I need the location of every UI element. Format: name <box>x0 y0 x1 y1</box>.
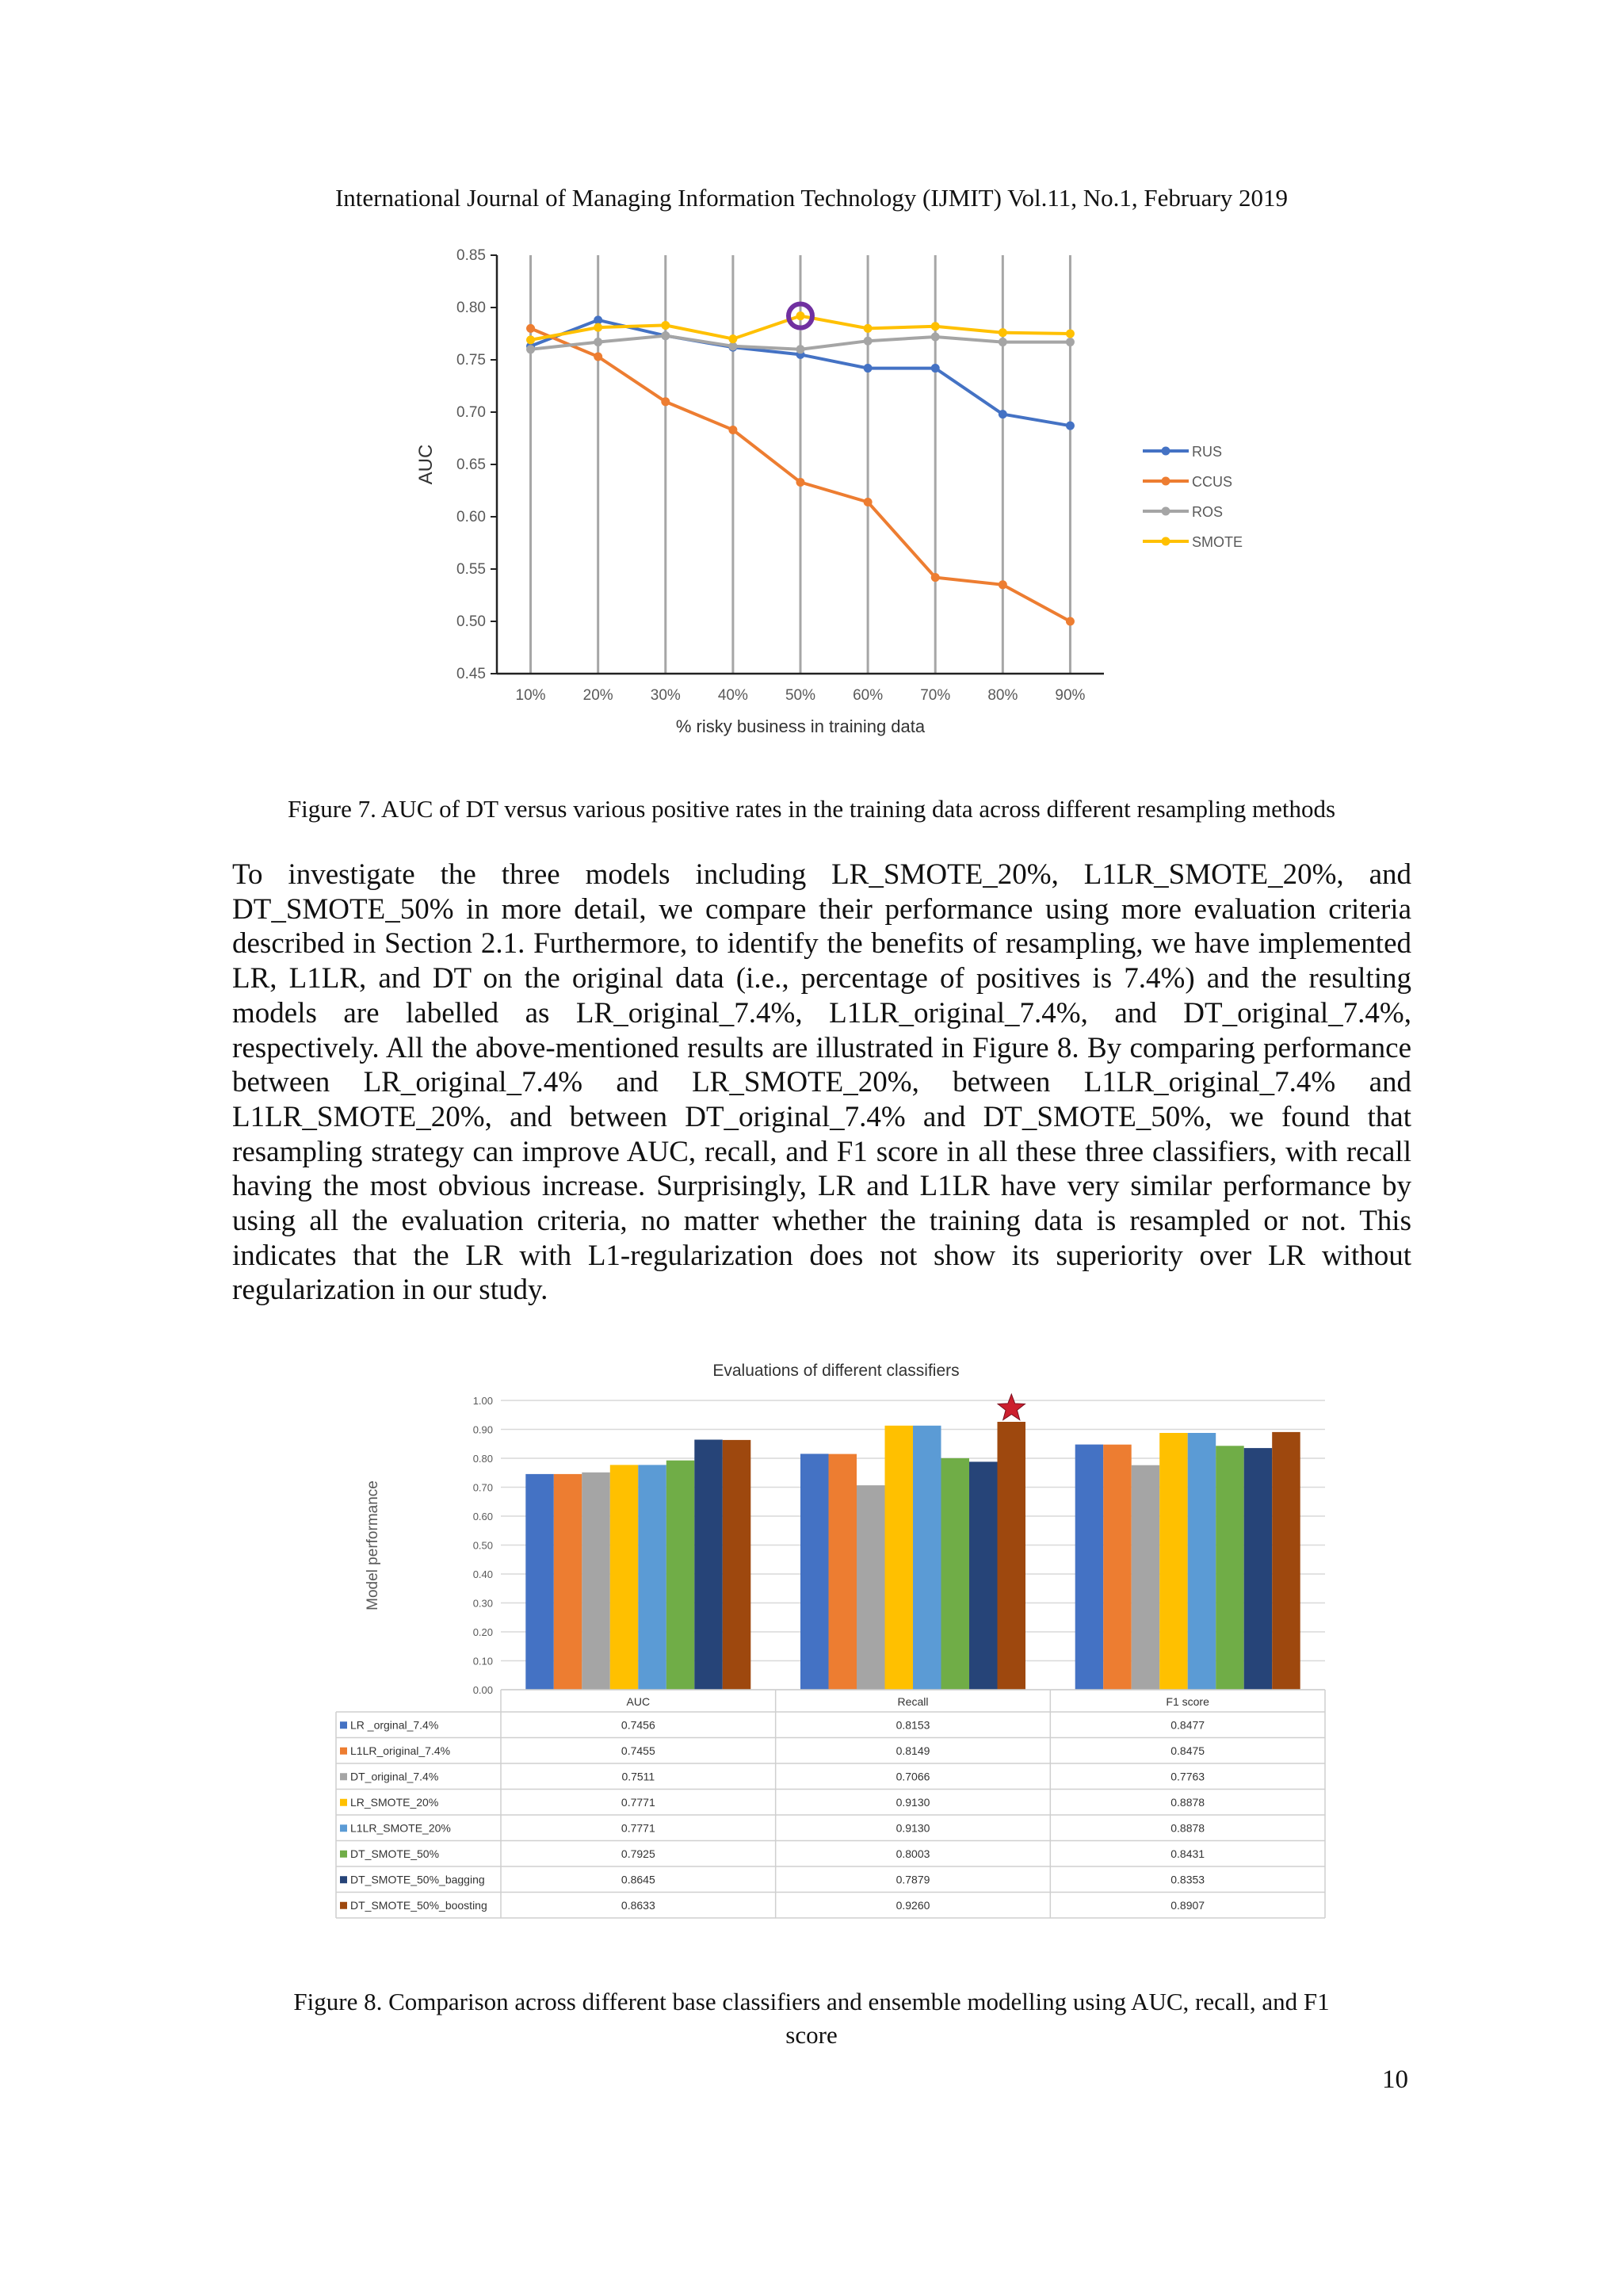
legend-marker-ccus <box>1162 477 1170 486</box>
table-value-cell: 0.7925 <box>621 1847 655 1860</box>
y-tick-label: 0.80 <box>456 300 486 316</box>
data-point-smote <box>661 321 670 330</box>
y-tick-label: 0.50 <box>456 613 486 630</box>
data-point-smote <box>526 335 535 344</box>
data-point-ccus <box>864 498 873 506</box>
table-value-cell: 0.8633 <box>621 1898 655 1912</box>
x-tick-label: 20% <box>582 687 613 704</box>
legend-label-rus: RUS <box>1192 444 1223 460</box>
bar <box>1159 1433 1188 1690</box>
table-value-cell: 0.7771 <box>621 1795 655 1809</box>
legend-key <box>340 1721 347 1729</box>
bar <box>723 1440 751 1690</box>
table-value-cell: 0.7771 <box>621 1821 655 1835</box>
legend-label: DT_SMOTE_50%_bagging <box>350 1873 485 1886</box>
bar <box>885 1426 914 1690</box>
y-tick-label: 0.40 <box>472 1568 493 1580</box>
bar <box>800 1454 829 1690</box>
table-value-cell: 0.7455 <box>621 1744 655 1757</box>
y-tick-label: 0.20 <box>472 1626 493 1638</box>
table-value-cell: 0.9260 <box>896 1898 930 1912</box>
table-value-cell: 0.7879 <box>896 1873 930 1886</box>
legend-label: DT_SMOTE_50%_boosting <box>350 1898 487 1912</box>
table-value-cell: 0.7511 <box>621 1770 655 1783</box>
table-value-cell: 0.8907 <box>1170 1898 1205 1912</box>
x-tick-label: 40% <box>717 687 748 704</box>
legend-key <box>340 1902 347 1909</box>
bar <box>1272 1432 1300 1690</box>
table-value-cell: 0.7763 <box>1170 1770 1205 1783</box>
legend-key <box>340 1748 347 1755</box>
data-point-rus <box>864 364 873 372</box>
bar <box>610 1465 639 1690</box>
y-axis-title: Model performance <box>365 1480 381 1610</box>
legend-label: L1LR_original_7.4% <box>350 1744 451 1757</box>
legend-key <box>340 1773 347 1780</box>
journal-header: International Journal of Managing Information Technology (IJMIT) Vol.11, No.1, February 2019 <box>334 184 1288 212</box>
y-tick-label: 0.85 <box>456 247 486 264</box>
legend-key <box>340 1851 347 1858</box>
legend-label: DT_SMOTE_50% <box>350 1847 440 1860</box>
table-value-cell: 0.8878 <box>1170 1821 1205 1835</box>
chart-title: Evaluations of different classifiers <box>712 1362 960 1380</box>
legend-label-ccus: CCUS <box>1192 474 1233 490</box>
bar <box>998 1422 1026 1690</box>
y-tick-label: 0.55 <box>456 561 486 578</box>
data-point-ccus <box>594 353 602 361</box>
table-value-cell: 0.8645 <box>621 1873 655 1886</box>
data-point-ccus <box>1066 617 1075 626</box>
bar <box>638 1465 666 1690</box>
legend-marker-ros <box>1162 507 1170 516</box>
table-header-cell: F1 score <box>1166 1695 1209 1708</box>
legend-label: L1LR_SMOTE_20% <box>350 1821 451 1835</box>
data-point-ros <box>931 332 940 341</box>
data-point-smote <box>728 334 737 343</box>
table-value-cell: 0.8353 <box>1170 1873 1205 1886</box>
y-axis-title: AUC <box>415 444 437 485</box>
y-tick-label: 0.30 <box>472 1597 493 1610</box>
table-value-cell: 0.8153 <box>896 1718 930 1732</box>
data-point-ros <box>526 345 535 353</box>
bar <box>666 1461 695 1690</box>
y-tick-label: 0.60 <box>472 1511 493 1522</box>
legend-label: LR _orginal_7.4% <box>350 1718 439 1732</box>
y-tick-label: 0.65 <box>456 457 486 473</box>
x-tick-label: 10% <box>515 687 546 704</box>
y-tick-label: 0.00 <box>472 1684 493 1696</box>
legend-marker-rus <box>1162 447 1170 456</box>
legend-key <box>340 1799 347 1806</box>
data-point-ccus <box>661 397 670 406</box>
bar <box>857 1485 885 1690</box>
data-point-smote <box>931 322 940 330</box>
legend-label: LR_SMOTE_20% <box>350 1795 439 1809</box>
body-paragraph: To investigate the three models including LR_SMOTE_20%, L1LR_SMOTE_20%, and DT_SMOTE_50% in more detail, we compare their performance using more evaluation criteria described in Section 2.1. Furthermore, to identify the benefits of resampling, we have implemented LR, L1LR, and DT on the original data (i.e., percentage of positives is 7.4%) and the resulting models are labelled as LR_original_7.4%, L1LR_original_7.4%, and DT_original_7.4%, respectively. All the above-mentioned results are illustrated in Figure 8. By comparing performance between LR_original_7.4% and LR_SMOTE_20%, between L1LR_original_7.4% and L1LR_SMOTE_20%, and between DT_original_7.4% and DT_SMOTE_50%, we found that resampling strategy can improve AUC, recall, and F1 score in all these three classifiers, with recall having the most obvious increase. Surprisingly, LR and L1LR have very similar performance by using all the evaluation criteria, no matter whether the training data is resampled or not. This indicates that the LR with L1-regularization does not show its superiority over LR without regularization in our study. <box>232 858 1411 1307</box>
bar <box>969 1461 998 1690</box>
bar <box>1075 1445 1104 1690</box>
bar <box>941 1458 970 1690</box>
data-point-ccus <box>728 426 737 434</box>
figure-8-caption-line1: Figure 8. Comparison across different base classifiers and ensemble modelling using AUC, recall, and F1 <box>293 1988 1330 2015</box>
x-tick-label: 50% <box>785 687 816 704</box>
y-tick-label: 0.10 <box>472 1655 493 1668</box>
data-point-ros <box>661 331 670 340</box>
table-value-cell: 0.8475 <box>1170 1744 1205 1757</box>
legend-key <box>340 1824 347 1832</box>
table-header-cell: Recall <box>897 1695 929 1708</box>
y-tick-label: 0.75 <box>456 352 486 369</box>
data-point-ros <box>594 338 602 346</box>
legend-label: DT_original_7.4% <box>350 1770 439 1783</box>
legend-label-ros: ROS <box>1192 504 1224 520</box>
legend-key <box>340 1876 347 1883</box>
bar <box>554 1474 582 1690</box>
table-value-cell: 0.8003 <box>896 1847 930 1860</box>
bar <box>913 1426 941 1690</box>
table-value-cell: 0.8431 <box>1170 1847 1205 1860</box>
bar <box>1216 1446 1244 1690</box>
data-point-rus <box>1066 422 1075 430</box>
x-axis-title: % risky business in training data <box>675 716 926 736</box>
figure-8-caption-line2: score <box>785 2021 838 2049</box>
bar <box>1132 1465 1160 1690</box>
bar <box>829 1454 857 1690</box>
figure-8-bar-chart <box>317 1347 1347 1934</box>
x-tick-label: 70% <box>920 687 951 704</box>
data-point-smote <box>999 328 1007 337</box>
table-value-cell: 0.9130 <box>896 1821 930 1835</box>
table-value-cell: 0.7066 <box>896 1770 930 1783</box>
table-value-cell: 0.9130 <box>896 1795 930 1809</box>
x-tick-label: 60% <box>853 687 884 704</box>
data-point-smote <box>1066 330 1075 338</box>
table-value-cell: 0.7456 <box>621 1718 655 1732</box>
figure-7-line-chart <box>396 238 1252 753</box>
y-tick-label: 0.70 <box>472 1481 493 1494</box>
data-point-ros <box>999 338 1007 346</box>
figure-7-caption: Figure 7. AUC of DT versus various positive rates in the training data across different resampling methods <box>287 795 1336 823</box>
data-point-ros <box>796 345 805 353</box>
y-tick-label: 0.60 <box>456 509 486 525</box>
y-tick-label: 1.00 <box>472 1395 493 1407</box>
data-point-ros <box>1066 338 1075 346</box>
data-point-ccus <box>999 580 1007 589</box>
bar <box>582 1473 610 1690</box>
data-point-rus <box>931 364 940 372</box>
x-tick-label: 30% <box>650 687 681 704</box>
x-tick-label: 80% <box>987 687 1018 704</box>
bar <box>1188 1433 1216 1690</box>
legend-marker-smote <box>1162 537 1170 546</box>
bar <box>1244 1448 1273 1690</box>
x-tick-label: 90% <box>1055 687 1086 704</box>
bar <box>1103 1445 1132 1690</box>
bar <box>694 1440 723 1690</box>
y-tick-label: 0.90 <box>472 1423 493 1436</box>
data-point-smote <box>864 324 873 333</box>
y-tick-label: 0.80 <box>472 1453 493 1465</box>
table-value-cell: 0.8149 <box>896 1744 930 1757</box>
bar <box>525 1474 554 1690</box>
page-number: 10 <box>1382 2065 1408 2094</box>
y-tick-label: 0.45 <box>456 666 486 682</box>
highlight-star-marker <box>998 1394 1025 1420</box>
y-tick-label: 0.50 <box>472 1539 493 1552</box>
table-header-cell: AUC <box>626 1695 651 1708</box>
table-value-cell: 0.8878 <box>1170 1795 1205 1809</box>
data-point-smote <box>594 323 602 332</box>
data-point-ccus <box>526 324 535 333</box>
data-point-ros <box>864 337 873 346</box>
data-point-rus <box>999 410 1007 418</box>
data-point-ccus <box>796 478 805 487</box>
table-value-cell: 0.8477 <box>1170 1718 1205 1732</box>
data-point-smote <box>796 311 805 320</box>
data-point-ccus <box>931 573 940 582</box>
y-tick-label: 0.70 <box>456 404 486 421</box>
legend-label-smote: SMOTE <box>1192 534 1243 550</box>
